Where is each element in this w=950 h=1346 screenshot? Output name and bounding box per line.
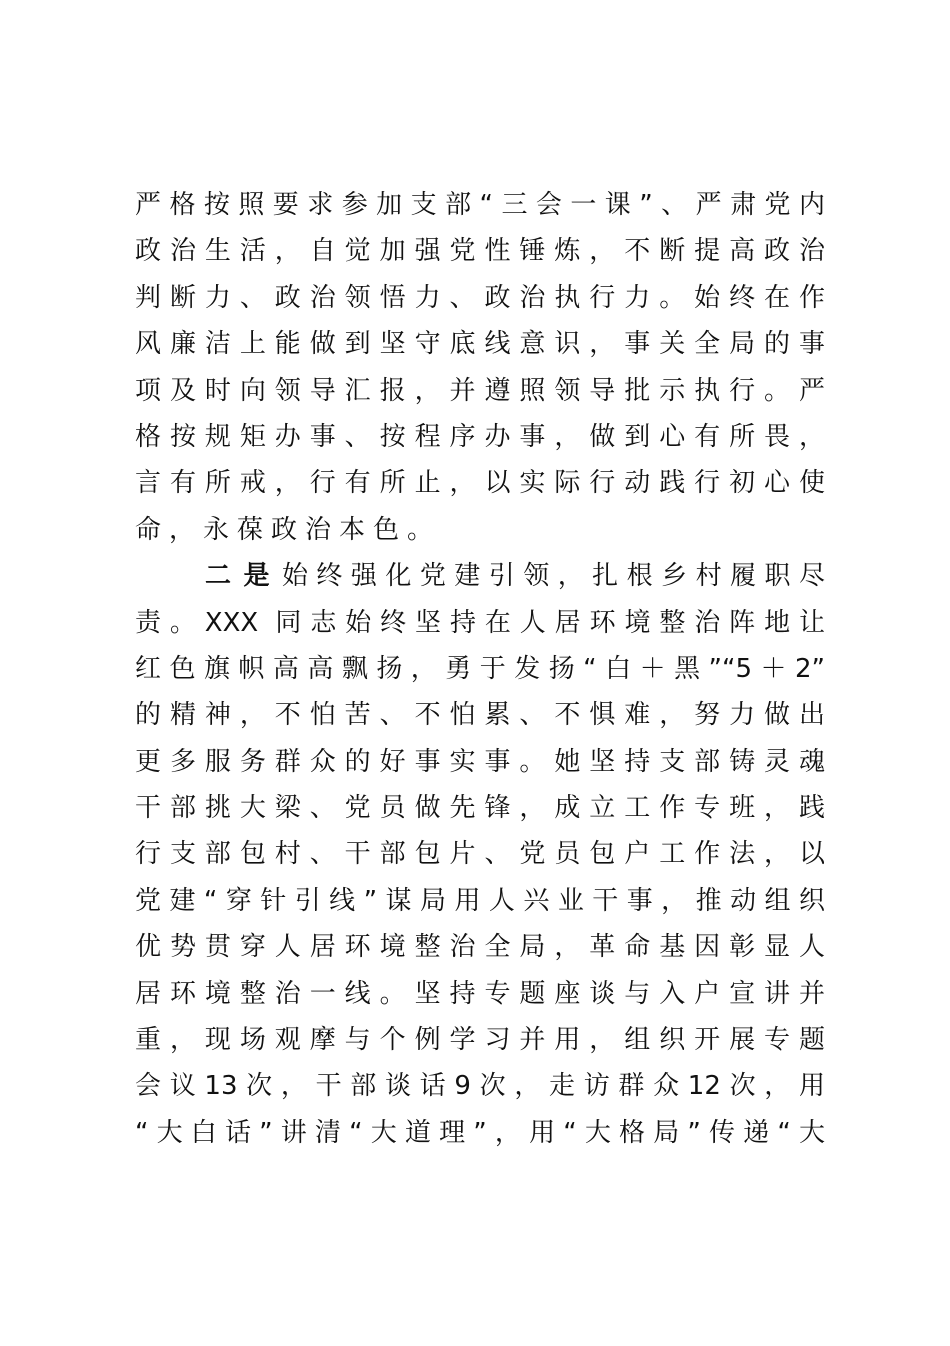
- text-line: 红色旗帜高高飘扬，勇于发扬“白＋黑”“5＋2”: [135, 653, 825, 684]
- text-line: 优势贯穿人居环境整治全局，革命基因彰显人: [135, 932, 825, 963]
- text-line: 更多服务群众的好事实事。她坚持支部铸灵魂: [135, 746, 825, 777]
- text-line: 严格按照要求参加支部“三会一课”、严肃党内: [135, 190, 825, 220]
- text-line: 责。XXX 同志始终坚持在人居环境整治阵地让: [135, 607, 825, 638]
- text-line: 会议13次，干部谈话9次，走访群众12次，用: [135, 1071, 825, 1102]
- paragraph-lead-line: [135, 553, 825, 599]
- text-line: “大白话”讲清“大道理”，用“大格局”传递“大: [135, 1117, 825, 1148]
- text-line: 居环境整治一线。坚持专题座谈与入户宣讲并: [135, 978, 825, 1009]
- body-text: [135, 182, 825, 1156]
- text-line: 政治生活，自觉加强党性锤炼，不断提高政治: [135, 236, 825, 267]
- text-line: 判断力、政治领悟力、政治执行力。始终在作: [135, 282, 825, 313]
- text-line: 风廉洁上能做到坚守底线意识，事关全局的事: [135, 329, 825, 360]
- lead-line-text: 始终强化党建引领，扎根乡村履职尽: [281, 561, 825, 592]
- text-line: 项及时向领导汇报，并遵照领导批示执行。严: [135, 375, 825, 406]
- text-line: 格按规矩办事、按程序办事，做到心有所畏，: [135, 421, 825, 452]
- text-line: 的精神，不怕苦、不怕累、不惧难，努力做出: [135, 700, 825, 731]
- text-line: 行支部包村、干部包片、党员包户工作法，以: [135, 839, 825, 870]
- bold-lead: 二是: [205, 561, 282, 592]
- text-line: 重，现场观摩与个例学习并用，组织开展专题: [135, 1025, 825, 1056]
- text-line: 命，永葆政治本色。: [135, 514, 442, 545]
- text-line: 言有所戒，行有所止，以实际行动践行初心使: [135, 468, 825, 499]
- text-line: 干部挑大梁、党员做先锋，成立工作专班，践: [135, 793, 825, 824]
- text-line: 党建“穿针引线”谋局用人兴业干事，推动组织: [135, 885, 825, 916]
